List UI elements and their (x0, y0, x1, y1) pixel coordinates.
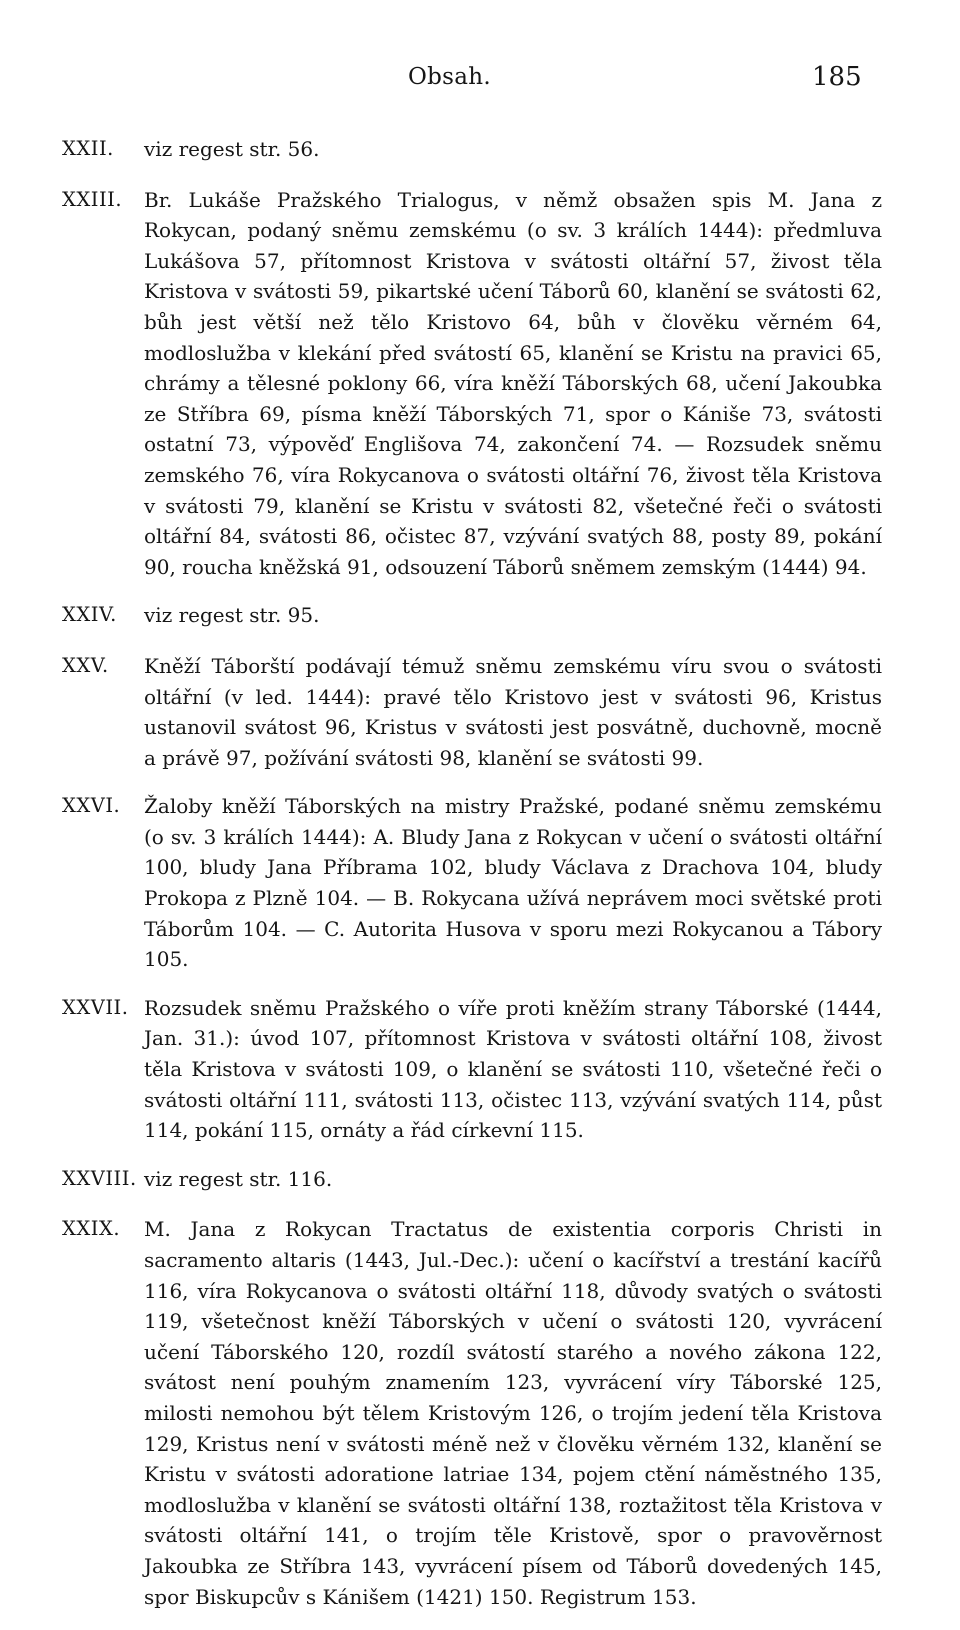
entry-numeral: XXIX. (62, 1217, 121, 1241)
entry-numeral: XXV. (62, 653, 109, 677)
entry-text: viz regest str. 116. (144, 1166, 333, 1191)
entry-text: Br. Lukáše Pražského Trialogus, v němž obsažen spis M. Jana z Rokycan, podaný sněmu zemskému (o sv. 3 králích 1444): předmluva Lukášova 57, přítomnost Kristova v svátosti oltářní 57, živost těla Kristova v svátosti 59, pikartské učení Táborů 60, klanění se svátosti 62, bůh jest větší než tělo Kristovo 64, bůh v člověku věrném 64, modloslužba v klekání před svátostí 65, klanění se Kristu na pravici 65, chrámy a tělesné poklony 66, víra kněží Táborských 68, učení Jakoubka ze Stříbra 69, písma kněží Táborských 71, spor o Kániše 73, svátosti ostatní 73, výpověď Englišova 74, zakončení 74. — Rozsudek sněmu zemského 76, víra Rokycanova o svátosti oltářní 76, živost těla Kristova v svátosti 79, klanění se Kristu v svátosti 82, všetečné řeči o svátosti oltářní 84, svátosti 86, očistec 87, vzývání svatých 88, posty 89, pokání 90, roucha kněžská 91, odsouzení Táborů sněmem zemským (1444) 94. (144, 187, 882, 579)
toc-entry-xxvii (62, 993, 882, 1146)
entry-text: Rozsudek sněmu Pražského o víře proti kněžím strany Táborské (1444, Jan. 31.): úvod 107, přítomnost Kristova v svátosti oltářní 108, živost těla Kristova v svátosti 109, o klanění se svátosti 110, všetečné řeči o svátosti oltářní 111, svátosti 113, očistec 113, vzývání svatých 114, půst 114, pokání 115, ornáty a řád církevní 115. (144, 995, 882, 1143)
table-of-contents (62, 134, 882, 1630)
page-header (0, 64, 960, 104)
entry-numeral: XXII. (62, 137, 114, 160)
entry-numeral: XXVIII. (62, 1166, 137, 1190)
toc-entry-xxii (62, 134, 882, 165)
entry-text: viz regest str. 56. (144, 137, 320, 161)
entry-numeral: XXIV. (62, 603, 117, 627)
entry-text: Kněží Táborští podávají témuž sněmu zemskému víru svou o svátosti oltářní (v led. 1444): pravé tělo Kristovo jest v svátosti 96, Kristus ustanovil svátost 96, Kristus v svátosti jest posvátně, duchovně, mocně a právě 97, požívání svátosti 98, klanění se svátosti 99. (144, 653, 882, 770)
entry-text: M. Jana z Rokycan Tractatus de existentia corporis Christi in sacramento altaris (1443, Jul.-Dec.): učení o kacířství a trestání kacířů 116, víra Rokycanova o svátosti oltářní 118, důvody svatých o svátosti 119, všetečnost kněží Táborských v učení o svátosti 120, vyvrácení učení Táborského 120, rozdíl svátostí starého a nového zákona 122, svátost není pouhým znamením 123, vyvrácení víry Táborské 125, milosti nemohou být tělem Kristovým 126, o trojím jedení těla Kristova 129, Kristus není v svátosti méně než v člověku věrném 132, klanění se Kristu v svátosti adoratione latriae 134, pojem ctění náměstného 135, modloslužba v klanění se svátosti oltářní 138, roztažitost těla Kristova v svátosti oltářní 141, o trojím těle Kristově, spor o pravověrnost Jakoubka ze Stříbra 143, vyvrácení písem od Táborů dovedených 145, spor Biskupcův s Kánišem (1421) 150. Registrum 153. (144, 1217, 882, 1609)
entry-numeral: XXIII. (62, 187, 123, 211)
toc-entry-xxviii (62, 1164, 882, 1195)
toc-entry-xxv (62, 651, 882, 773)
entry-text: viz regest str. 95. (144, 603, 320, 628)
toc-entry-xxiv (62, 600, 882, 631)
entry-numeral: XXVII. (62, 995, 129, 1019)
entry-numeral: XXVI. (62, 794, 121, 818)
entry-text: Žaloby kněží Táborských na mistry Pražské, podané sněmu zemskému (o sv. 3 králích 1444): A. Bludy Jana z Rokycan v učení o svátosti oltářní 100, bludy Jana Příbrama 102, bludy Václava z Drachova 104, bludy Prokopa z Plzně 104. — B. Rokycana užívá neprávem moci světské proti Táborům 104. — C. Autorita Husova v sporu mezi Rokycanou a Tábory 105. (144, 794, 882, 972)
toc-entry-xxvi (62, 791, 882, 975)
toc-entry-xxiii (62, 185, 882, 583)
page-number: 185 (812, 62, 862, 92)
toc-entry-xxix (62, 1214, 882, 1612)
running-title: Obsah. (408, 64, 492, 90)
